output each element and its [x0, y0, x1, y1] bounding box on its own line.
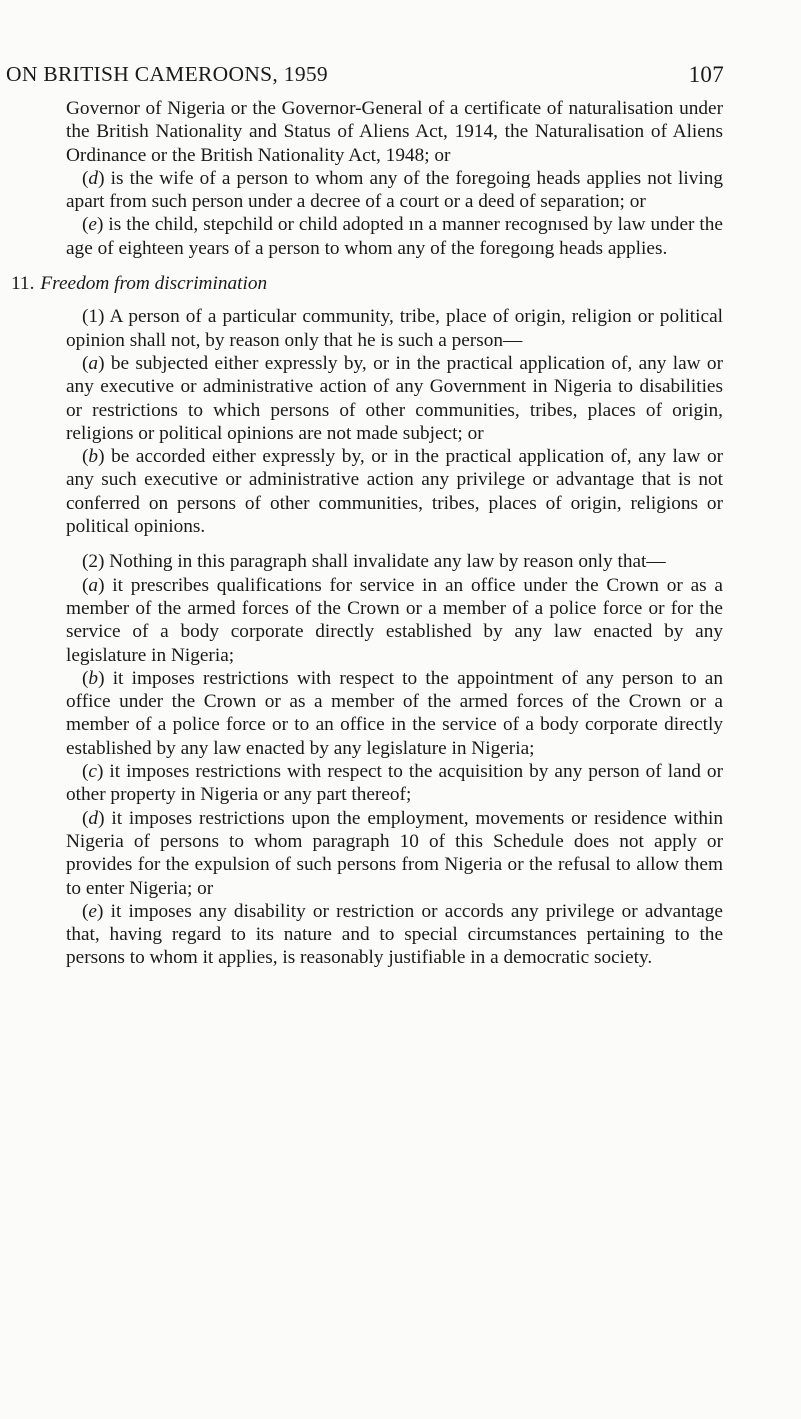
section-number: 11.: [11, 273, 35, 295]
item-text: it imposes restrictions with respect to the acquisition by any person of land or other property in Nigeria or any part thereof;: [66, 761, 723, 806]
subsection-1-item-b: [66, 445, 723, 538]
item-label: (c): [82, 761, 104, 783]
subsection-2-item-d: [66, 807, 723, 900]
running-title: ON BRITISH CAMEROONS, 1959: [6, 62, 328, 86]
subsection-2-intro: (2) Nothing in this paragraph shall invalidate any law by reason only that—: [82, 551, 666, 573]
page-number: 107: [688, 62, 724, 87]
section-title: Freedom from discrimination: [40, 273, 268, 295]
subsection-2-item-a: [66, 574, 723, 667]
item-text: be accorded either expressly by, or in the practical application of, any law or any such executive or administrative action any privilege or advantage that is not conferred on persons of other communities, tribes, places of origin, religions or political opinions.: [66, 446, 724, 538]
running-head: [6, 62, 724, 92]
item-text: it prescribes qualifications for service in an office under the Crown or as a member of the armed forces of the Crown or a member of a police force or for the service of a body corporate directly established by any law enacted by any legislature in Nigeria;: [66, 574, 723, 666]
subsection-2-item-c: [66, 760, 723, 807]
subsection-2-item-b: [66, 667, 723, 760]
item-label: (b): [82, 667, 105, 689]
item-label: (b): [82, 446, 105, 468]
clause-e: [66, 213, 723, 260]
clause-text: is the wife of a person to whom any of the foregoing heads applies not living apart from such person under a decree of a court or a deed of separation; or: [66, 167, 723, 213]
item-label: (e): [82, 900, 104, 922]
section-heading: [11, 272, 723, 295]
clause-label: (e): [82, 214, 104, 236]
subsection-1-intro: (1) A person of a particular community, tribe, place of origin, religion or political opinion shall not, by reason only that he is such a person—: [66, 306, 723, 351]
item-text: it imposes any disability or restriction or accords any privilege or advantage that, having regard to its nature and to special circumstances pertaining to the persons to whom it applies, is reasonably justifiable in a democratic society.: [66, 900, 723, 969]
item-label: (d): [82, 807, 105, 829]
item-text: it imposes restrictions upon the employment, movements or residence within Nigeria of persons to whom paragraph 10 of this Schedule does not apply or provides for the expulsion of such persons from Nigeria or the refusal to allow them to enter Nigeria; or: [66, 807, 723, 899]
paragraph-continuation: Governor of Nigeria or the Governor-General of a certificate of naturalisation under the British Nationality and Status of Aliens Act, 1914, the Naturalisation of Aliens Ordinance or the British Nationality Act, 1948; or: [66, 98, 723, 166]
item-text: be subjected either expressly by, or in the practical application of, any law or any executive or administrative action of any Government in Nigeria to disabilities or restrictions to which persons of other communities, tribes, places of origin, religions or political opinions are not made subject; or: [66, 352, 723, 444]
clause-d: [66, 167, 723, 214]
item-label: (a): [82, 574, 105, 596]
clause-text: is the child, stepchild or child adopted ın a manner recognısed by law under the age of eighteen years of a person to whom any of the foregoıng heads applies.: [66, 214, 723, 259]
subsection-1-item-a: [66, 352, 723, 445]
page-body: [11, 97, 724, 970]
item-text: it imposes restrictions with respect to the appointment of any person to an office under the Crown or as a member of the armed forces of the Crown or a member of a police force or to an office in the service of a body corporate directly established by any law enacted by any legislature in Nigeria;: [66, 667, 723, 759]
clause-label: (d): [82, 167, 105, 189]
item-label: (a): [82, 352, 105, 374]
subsection-2-item-e: [66, 900, 723, 970]
